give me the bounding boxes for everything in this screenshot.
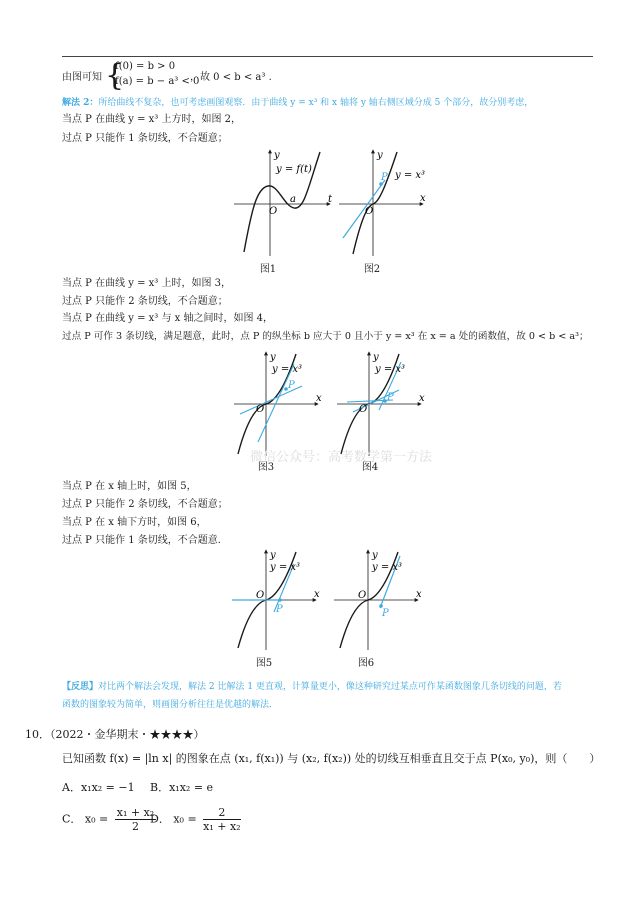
problem-number: 10． <box>25 728 50 741</box>
option-d-fraction <box>203 806 240 833</box>
method2-intro-line <box>62 96 533 110</box>
piecewise-row-1: f(0) = b > 0 <box>115 61 176 72</box>
x-axis-label: x <box>416 589 422 600</box>
point-p-label: P <box>276 604 283 615</box>
reflection-label: 【反思】 <box>62 682 99 692</box>
origin-label: O <box>256 404 265 415</box>
piecewise-row-2: f(a) = b − a³ < 0 <box>115 76 200 87</box>
case3-line-a: 当点 P 在曲线 y = x³ 与 x 轴之间时，如图 4， <box>62 313 274 324</box>
curve-label: y = x³ <box>395 170 426 181</box>
method2-intro: 所给曲线不复杂，也可考虑画图观察．由于曲线 y = x³ 和 x 轴将 y 轴右侧区域分成 5 个部分，故分别考虑， <box>98 98 534 108</box>
reflection-text-1: 对比两个解法会发现，解法 2 比解法 1 更直观，计算量更小，像这种研究过某点可作某函数图象几条切线的问题，若 <box>98 682 562 692</box>
problem-header <box>25 728 205 742</box>
option-b-text: x₁x₂ = e <box>169 781 214 794</box>
problem-stem: 已知函数 f(x) = |ln x| 的图象在点 (x₁, f(x₁)) 与 (x₂, f(x₂)) 处的切线互相垂直且交于点 P(x₀, y₀)，则（ ） <box>62 752 601 765</box>
reflection-line-1 <box>62 680 562 694</box>
x-axis-label: x <box>314 589 320 600</box>
y-axis-label: y <box>377 150 383 161</box>
option-b-label: B． <box>150 781 170 794</box>
option-d-denominator: x₁ + x₂ <box>203 820 241 833</box>
case5-line-b: 过点 P 只能作 1 条切线，不合题意． <box>62 535 228 546</box>
option-c[interactable] <box>62 806 159 833</box>
curve-label: y = x³ <box>375 364 406 375</box>
problem-source: （2022・金华期末・★★★★） <box>50 728 205 741</box>
option-d[interactable] <box>150 806 244 833</box>
option-a-text: x₁x₂ = −1 <box>80 781 135 794</box>
piecewise-prefix: 由图可知 <box>62 72 102 83</box>
origin-label: O <box>359 404 368 415</box>
brace-symbol: { <box>105 58 125 93</box>
y-axis-label: y <box>372 550 378 561</box>
option-d-lhs: x₀ = <box>173 812 197 826</box>
figure-3 <box>230 350 325 460</box>
x-axis-label: x <box>316 393 322 404</box>
figure-5-caption: 图5 <box>255 658 273 669</box>
case5-line-a: 当点 P 在 x 轴下方时，如图 6， <box>62 517 207 528</box>
case4-line-b: 过点 P 只能作 2 条切线，不合题意； <box>62 499 228 510</box>
case1-line-a: 当点 P 在曲线 y = x³ 上方时，如图 2， <box>62 114 242 125</box>
case1-line-b: 过点 P 只能作 1 条切线，不合题意； <box>62 133 228 144</box>
origin-label: O <box>365 206 374 217</box>
figure-6-caption: 图6 <box>357 658 375 669</box>
option-a[interactable] <box>62 779 135 795</box>
option-c-numerator: x₁ + x₂ <box>116 806 155 819</box>
figure-3-caption: 图3 <box>257 462 275 473</box>
case4-line-a: 当点 P 在 x 轴上时，如图 5， <box>62 481 197 492</box>
reflection-line-2: 函数的图象较为简单，则画图分析往往是优越的解法． <box>62 700 279 710</box>
figure-2 <box>335 148 430 260</box>
x-axis-label: x <box>419 393 425 404</box>
option-c-denominator: 2 <box>131 820 139 833</box>
option-c-label: C． <box>62 812 82 826</box>
origin-label: O <box>358 590 367 601</box>
x-axis-label: t <box>328 194 333 205</box>
y-axis-label: y <box>373 352 379 363</box>
y-axis-label: y <box>270 550 276 561</box>
y-axis-label: y <box>274 150 280 161</box>
case2-line-b: 过点 P 只能作 2 条切线，不合题意； <box>62 296 228 307</box>
piecewise-conclusion-text: ，故 0 < b < a³ . <box>190 72 272 83</box>
figure-1 <box>232 148 337 260</box>
option-c-lhs: x₀ = <box>84 812 109 826</box>
point-p-label: P <box>381 172 388 183</box>
figure-4 <box>333 350 428 460</box>
curve-label: y = f(t) <box>276 164 312 175</box>
marker-a: a <box>290 194 296 205</box>
figure-1-caption: 图1 <box>259 264 277 275</box>
tangent-line <box>343 180 385 238</box>
point-p-label: P <box>382 608 389 619</box>
figure-2-caption: 图2 <box>363 264 381 275</box>
curve-label: y = x³ <box>372 562 403 573</box>
y-axis-label: y <box>270 352 276 363</box>
point-p <box>278 598 282 602</box>
point-p-label: P <box>288 380 295 391</box>
x-axis-label: x <box>420 193 426 204</box>
curve-label: y = x³ <box>270 562 301 573</box>
watermark: 微信公众号：高考数学第一方法 <box>250 450 433 465</box>
origin-label: O <box>269 206 278 217</box>
option-d-label: D． <box>150 812 170 826</box>
option-d-numerator: 2 <box>203 806 240 820</box>
option-a-label: A． <box>62 781 81 794</box>
figure-6 <box>330 548 425 654</box>
option-b[interactable] <box>150 779 213 795</box>
case3-line-b: 过点 P 可作 3 条切线，满足题意，此时，点 P 的纵坐标 b 应大于 0 且小于 y = x³ 在 x = a 处的函数值，故 0 < b < a³； <box>62 331 589 342</box>
case2-line-a: 当点 P 在曲线 y = x³ 上时，如图 3， <box>62 278 232 289</box>
cubic-curve <box>353 152 397 254</box>
origin-label: O <box>256 590 265 601</box>
method2-label: 解法 2： <box>62 98 99 108</box>
figure-4-caption: 图4 <box>361 462 379 473</box>
figure-5 <box>228 548 323 654</box>
header-rule <box>62 56 593 57</box>
point-p-label: P <box>387 392 394 403</box>
curve-label: y = x³ <box>272 364 303 375</box>
